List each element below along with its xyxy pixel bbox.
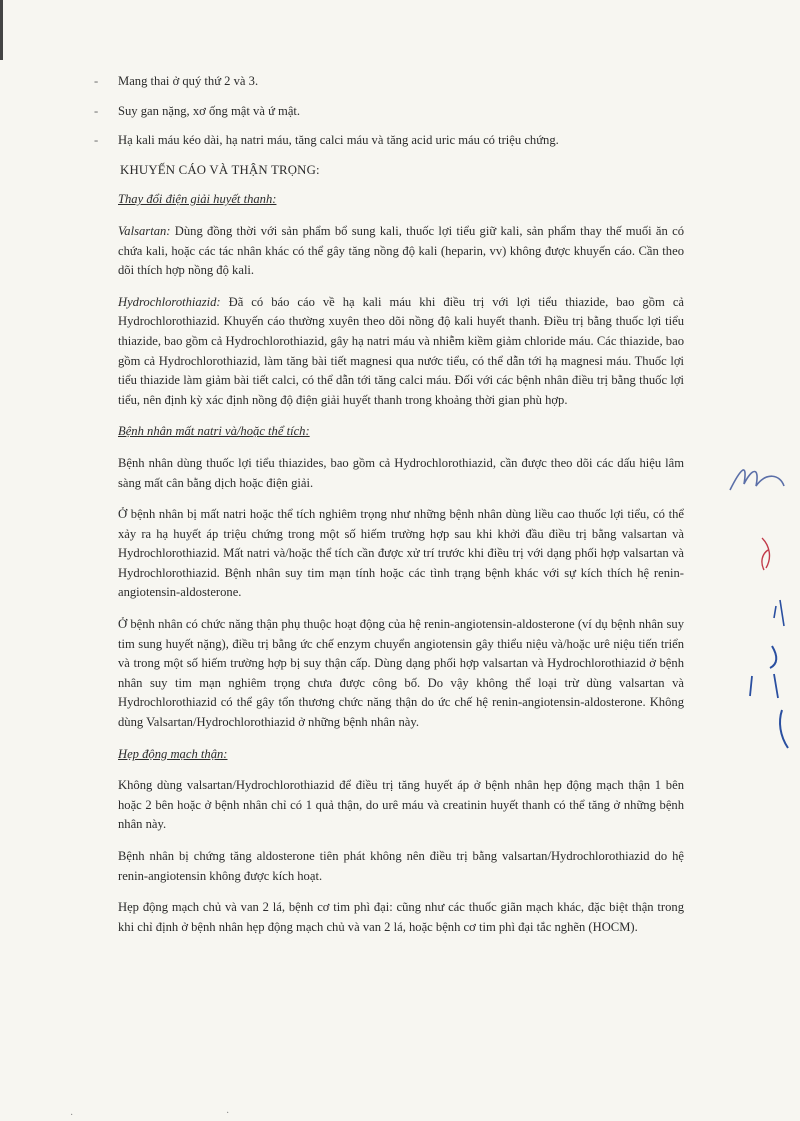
bullet-dash-icon: - bbox=[94, 103, 99, 118]
scan-edge-mark bbox=[0, 0, 3, 60]
paragraph: Ở bệnh nhân có chức năng thận phụ thuộc hoạt động của hệ renin-angiotensin-aldosterone (ví dụ bệnh nhân suy tim sung huyết nặng), điều trị bằng ức chế enzym chuyển angiotensin gây thiểu niệu và/hoặc urê niệu tiến triển và trong một số hiếm trường hợp bị suy thận cấp. Dùng dạng phối hợp valsartan và Hydrochlorothiazid ở bệnh nhân suy tim mạn nghiêm trọng chưa được công bố. Do vậy không thể loại trừ dùng valsartan và Hydrochlorothiazid có thể gây tổn thương chức năng thận do ức chế hệ renin-angiotensin-aldosterone. Không dùng Valsartan/Hydrochlorothiazid ở những bệnh nhân này. bbox=[118, 617, 684, 730]
bullet-item: - Hạ kali máu kéo dài, hạ natri máu, tăng calci máu và tăng acid uric máu có triệu chứng. bbox=[118, 131, 684, 151]
subsection-title: Thay đổi điện giải huyết thanh: bbox=[118, 192, 277, 207]
bullet-item: - Suy gan nặng, xơ ống mật và ứ mật. bbox=[118, 102, 684, 122]
section-heading: KHUYẾN CÁO VÀ THẬN TRỌNG: bbox=[120, 162, 320, 177]
bullet-dash-icon: - bbox=[94, 74, 99, 88]
document-body bbox=[94, 72, 684, 949]
paragraph: Bệnh nhân bị chứng tăng aldosterone tiên phát không nên điều trị bằng valsartan/Hydrochlorothiazid do hệ renin-angiotensin không được kích hoạt. bbox=[118, 849, 684, 883]
bullet-dash-icon: - bbox=[94, 133, 99, 148]
paragraph: Bệnh nhân dùng thuốc lợi tiểu thiazides, bao gồm cả Hydrochlorothiazid, cần được theo dõi các dấu hiệu lâm sàng mất cân bằng dịch hoặc điện giải. bbox=[118, 455, 684, 490]
scan-speck: · bbox=[226, 1108, 230, 1119]
subsection-title: Hẹp động mạch thận: bbox=[118, 746, 228, 761]
paragraph: Hydrochlorothiazid: Đã có báo cáo về hạ kali máu khi điều trị với lợi tiểu thiazide, bao gồm cả Hydrochlorothiazid. Khuyến cáo thường xuyên theo dõi nồng độ kali huyết thanh. Điều trị bằng thuốc lợi tiểu thiazide, bao gồm cả Hydrochlorothiazid, gây hạ natri máu và nhiễm kiềm giảm chloride máu. Các thiazide, bao gồm cả Hydrochlorothiazid, làm tăng bài tiết magnesi qua nước tiểu, có thể dẫn tới hạ magnesi máu. Thuốc lợi tiểu thiazide làm giảm bài tiết calci, có thể dẫn tới tăng calci máu. Đối với các bệnh nhân điều trị bằng thuốc lợi tiểu, nên định kỳ xác định nồng độ điện giải huyết thanh trong khoảng thời gian phù hợp. bbox=[118, 294, 684, 407]
subsection-title: Bệnh nhân mất natri và/hoặc thể tích: bbox=[118, 424, 310, 439]
paragraph: Valsartan: Dùng đồng thời với sản phẩm bổ sung kali, thuốc lợi tiểu giữ kali, sản phẩm thay thế muối ăn có chứa kali, hoặc các tác nhân khác có thể gây tăng nồng độ kali (heparin, vv) không được khuyến cáo. Cần theo dõi thích hợp nồng độ kali. bbox=[118, 223, 684, 278]
handwritten-signature-icon bbox=[722, 450, 792, 750]
paragraph: Hẹp động mạch chủ và van 2 lá, bệnh cơ tim phì đại: cũng như các thuốc giãn mạch khác, đặc biệt thận trong khi chỉ định ở bệnh nhân hẹp động mạch chủ và van 2 lá, hoặc bệnh cơ tim phì đại tắc nghẽn (HOCM). bbox=[118, 900, 684, 934]
paragraph: Ở bệnh nhân bị mất natri hoặc thể tích nghiêm trọng như những bệnh nhân dùng liều cao thuốc lợi tiểu, có thể xảy ra hạ huyết áp triệu chứng trong một số hiếm trường hợp sau khi khởi đầu điều trị bằng valsartan và Hydrochlorothiazid. Mất natri và/hoặc thể tích cần được xử trí trước khi điều trị với dạng phối hợp valsartan và Hydrochlorothiazid. Bệnh nhân suy tim mạn tính hoặc các tình trạng bệnh khác với sự kích thích hệ renin-angiotensin-aldosterone. bbox=[118, 507, 684, 600]
bullet-item: - Mang thai ở quý thứ 2 và 3. bbox=[118, 72, 684, 92]
scan-speck: · bbox=[70, 1110, 74, 1121]
paragraph: Không dùng valsartan/Hydrochlorothiazid để điều trị tăng huyết áp ở bệnh nhân hẹp động mạch thận 1 bên hoặc 2 bên hoặc ở bệnh nhân chỉ có 1 quả thận, do urê máu và creatinin huyết thanh có thể tăng ở những bệnh nhân này. bbox=[118, 778, 684, 832]
